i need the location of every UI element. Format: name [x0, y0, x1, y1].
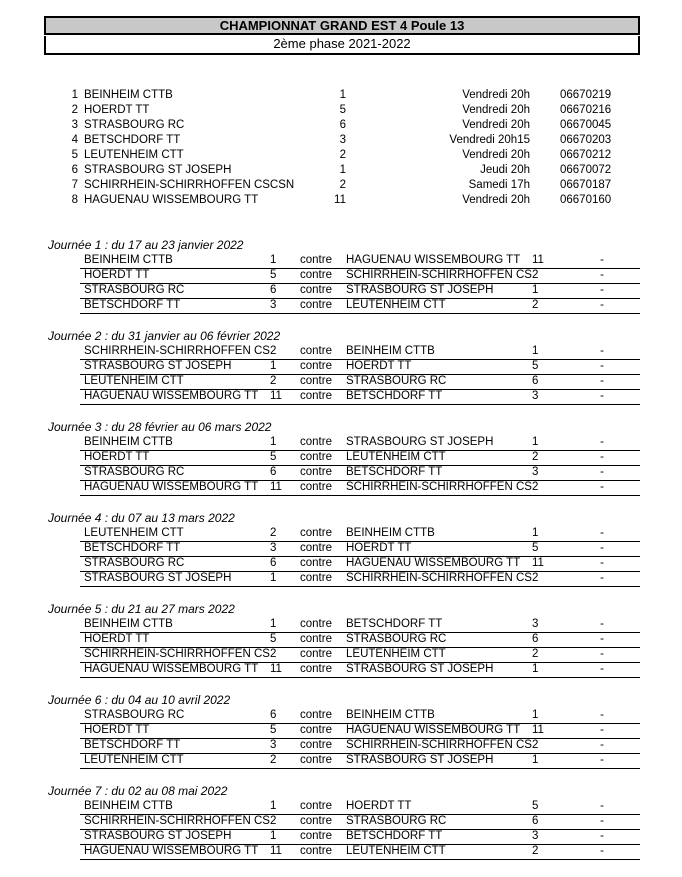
home-team: BETSCHDORF TT — [84, 739, 181, 751]
home-team: STRASBOURG ST JOSEPH — [84, 572, 232, 584]
match-result: - — [600, 527, 604, 539]
away-code: 6 — [532, 375, 539, 387]
match-row — [80, 450, 640, 466]
away-team: SCHIRRHEIN-SCHIRRHOFFEN CS — [346, 481, 532, 493]
versus-label: contre — [300, 557, 332, 569]
versus-label: contre — [300, 299, 332, 311]
home-team: STRASBOURG RC — [84, 284, 185, 296]
team-slot: Vendredi 20h15 — [449, 134, 530, 146]
match-result: - — [600, 451, 604, 463]
away-team: HOERDT TT — [346, 542, 412, 554]
home-code: 3 — [270, 542, 277, 554]
team-slot: Samedi 17h — [468, 179, 530, 191]
team-slot: Vendredi 20h — [462, 149, 530, 161]
home-team: HOERDT TT — [84, 633, 150, 645]
match-row — [80, 389, 640, 405]
away-code: 2 — [532, 451, 539, 463]
away-team: HAGUENAU WISSEMBOURG TT — [346, 254, 521, 266]
match-result: - — [600, 284, 604, 296]
home-code: 6 — [270, 284, 277, 296]
team-number: 5 — [71, 149, 78, 161]
versus-label: contre — [300, 633, 332, 645]
match-result: - — [600, 845, 604, 857]
home-code: 5 — [270, 724, 277, 736]
home-team: SCHIRRHEIN-SCHIRRHOFFEN CS — [84, 815, 270, 827]
page-subtitle: 2ème phase 2021-2022 — [44, 36, 640, 55]
team-name: HOERDT TT — [84, 104, 150, 116]
home-code: 11 — [270, 390, 282, 402]
match-row — [80, 814, 640, 830]
match-row — [80, 844, 640, 860]
match-result: - — [600, 466, 604, 478]
team-number: 7 — [71, 179, 78, 191]
team-slot: Vendredi 20h — [462, 89, 530, 101]
match-row — [80, 465, 640, 481]
match-row — [80, 344, 640, 360]
home-team: HAGUENAU WISSEMBOURG TT — [84, 390, 259, 402]
team-name: HAGUENAU WISSEMBOURG TT — [84, 194, 259, 206]
away-team: BETSCHDORF TT — [346, 618, 443, 630]
match-result: - — [600, 299, 604, 311]
team-slot: Jeudi 20h — [480, 164, 530, 176]
away-team: HAGUENAU WISSEMBOURG TT — [346, 724, 521, 736]
home-team: BEINHEIM CTTB — [84, 254, 173, 266]
team-code: 1 — [339, 89, 346, 101]
team-phone: 06670219 — [560, 89, 612, 101]
home-team: LEUTENHEIM CTT — [84, 527, 184, 539]
away-team: BEINHEIM CTTB — [346, 709, 435, 721]
match-row — [80, 723, 640, 739]
match-result: - — [600, 572, 604, 584]
home-code: 1 — [270, 572, 277, 584]
match-row — [80, 253, 640, 269]
home-code: 2 — [270, 527, 277, 539]
versus-label: contre — [300, 754, 332, 766]
home-code: 1 — [270, 360, 277, 372]
away-code: 2 — [532, 648, 539, 660]
home-code: 5 — [270, 451, 277, 463]
team-name: BETSCHDORF TT — [84, 134, 181, 146]
versus-label: contre — [300, 451, 332, 463]
team-slot: Vendredi 20h — [462, 194, 530, 206]
away-team: HOERDT TT — [346, 800, 412, 812]
match-row — [80, 268, 640, 284]
home-code: 11 — [270, 845, 282, 857]
match-result: - — [600, 618, 604, 630]
away-code: 2 — [532, 739, 539, 751]
match-row — [80, 753, 640, 769]
match-result: - — [600, 800, 604, 812]
round-title: Journée 4 : du 07 au 13 mars 2022 — [48, 511, 235, 525]
away-team: STRASBOURG ST JOSEPH — [346, 754, 494, 766]
away-team: HOERDT TT — [346, 360, 412, 372]
match-row — [80, 298, 640, 314]
team-number: 1 — [71, 89, 78, 101]
away-team: STRASBOURG ST JOSEPH — [346, 436, 494, 448]
versus-label: contre — [300, 830, 332, 842]
versus-label: contre — [300, 542, 332, 554]
home-team: HAGUENAU WISSEMBOURG TT — [84, 845, 259, 857]
team-name: STRASBOURG RC — [84, 119, 185, 131]
away-code: 3 — [532, 466, 539, 478]
team-phone: 06670160 — [560, 194, 612, 206]
home-code: 1 — [270, 618, 277, 630]
match-result: - — [600, 709, 604, 721]
match-row — [80, 556, 640, 572]
match-result: - — [600, 648, 604, 660]
away-code: 3 — [532, 618, 539, 630]
match-row — [80, 632, 640, 648]
away-team: STRASBOURG ST JOSEPH — [346, 284, 494, 296]
team-phone: 06670212 — [560, 149, 612, 161]
home-team: BETSCHDORF TT — [84, 542, 181, 554]
home-code: 1 — [270, 254, 277, 266]
match-row — [80, 647, 640, 663]
away-code: 5 — [532, 542, 539, 554]
match-result: - — [600, 542, 604, 554]
round-title: Journée 1 : du 17 au 23 janvier 2022 — [48, 238, 244, 252]
match-result: - — [600, 557, 604, 569]
home-team: HOERDT TT — [84, 724, 150, 736]
home-code: 2 — [270, 375, 277, 387]
away-code: 1 — [532, 284, 539, 296]
versus-label: contre — [300, 800, 332, 812]
away-code: 1 — [532, 754, 539, 766]
team-name: SCHIRRHEIN-SCHIRRHOFFEN CSCSN — [84, 179, 295, 191]
team-name: LEUTENHEIM CTT — [84, 149, 184, 161]
match-result: - — [600, 481, 604, 493]
away-code: 1 — [532, 527, 539, 539]
away-team: HAGUENAU WISSEMBOURG TT — [346, 557, 521, 569]
versus-label: contre — [300, 663, 332, 675]
team-slot: Vendredi 20h — [462, 104, 530, 116]
away-code: 1 — [532, 345, 539, 357]
away-team: SCHIRRHEIN-SCHIRRHOFFEN CS — [346, 269, 532, 281]
versus-label: contre — [300, 481, 332, 493]
home-code: 3 — [270, 299, 277, 311]
round-title: Journée 6 : du 04 au 10 avril 2022 — [48, 693, 231, 707]
away-team: LEUTENHEIM CTT — [346, 451, 446, 463]
away-code: 3 — [532, 830, 539, 842]
away-code: 11 — [532, 557, 544, 569]
away-team: BEINHEIM CTTB — [346, 345, 435, 357]
away-team: BETSCHDORF TT — [346, 390, 443, 402]
versus-label: contre — [300, 709, 332, 721]
home-team: SCHIRRHEIN-SCHIRRHOFFEN CS — [84, 345, 270, 357]
away-code: 2 — [532, 299, 539, 311]
home-team: LEUTENHEIM CTT — [84, 375, 184, 387]
match-result: - — [600, 345, 604, 357]
home-team: BEINHEIM CTTB — [84, 436, 173, 448]
home-code: 2 — [270, 648, 277, 660]
versus-label: contre — [300, 466, 332, 478]
match-result: - — [600, 815, 604, 827]
versus-label: contre — [300, 648, 332, 660]
versus-label: contre — [300, 739, 332, 751]
home-code: 3 — [270, 739, 277, 751]
team-name: BEINHEIM CTTB — [84, 89, 173, 101]
versus-label: contre — [300, 390, 332, 402]
round-title: Journée 2 : du 31 janvier au 06 février 2022 — [48, 329, 281, 343]
match-row — [80, 541, 640, 557]
team-code: 3 — [339, 134, 346, 146]
home-team: STRASBOURG RC — [84, 557, 185, 569]
team-code: 5 — [339, 104, 346, 116]
match-result: - — [600, 633, 604, 645]
match-row — [80, 662, 640, 678]
team-number: 6 — [71, 164, 78, 176]
versus-label: contre — [300, 375, 332, 387]
away-team: STRASBOURG RC — [346, 375, 447, 387]
versus-label: contre — [300, 360, 332, 372]
match-result: - — [600, 830, 604, 842]
team-phone: 06670045 — [560, 119, 612, 131]
away-code: 6 — [532, 633, 539, 645]
away-code: 2 — [532, 269, 539, 281]
away-code: 5 — [532, 800, 539, 812]
versus-label: contre — [300, 527, 332, 539]
match-row — [80, 829, 640, 845]
versus-label: contre — [300, 436, 332, 448]
match-row — [80, 435, 640, 451]
home-team: BETSCHDORF TT — [84, 299, 181, 311]
away-team: LEUTENHEIM CTT — [346, 299, 446, 311]
round-title: Journée 7 : du 02 au 08 mai 2022 — [48, 784, 228, 798]
away-code: 2 — [532, 481, 539, 493]
versus-label: contre — [300, 284, 332, 296]
away-team: LEUTENHEIM CTT — [346, 648, 446, 660]
home-team: STRASBOURG ST JOSEPH — [84, 830, 232, 842]
home-code: 11 — [270, 663, 282, 675]
match-result: - — [600, 739, 604, 751]
team-phone: 06670203 — [560, 134, 612, 146]
match-result: - — [600, 754, 604, 766]
team-number: 4 — [71, 134, 78, 146]
home-team: STRASBOURG ST JOSEPH — [84, 360, 232, 372]
match-result: - — [600, 254, 604, 266]
home-team: STRASBOURG RC — [84, 709, 185, 721]
home-team: LEUTENHEIM CTT — [84, 754, 184, 766]
team-phone: 06670216 — [560, 104, 612, 116]
team-code: 11 — [334, 194, 346, 206]
away-code: 2 — [532, 845, 539, 857]
versus-label: contre — [300, 845, 332, 857]
away-team: SCHIRRHEIN-SCHIRRHOFFEN CS — [346, 572, 532, 584]
away-code: 11 — [532, 254, 544, 266]
home-team: HAGUENAU WISSEMBOURG TT — [84, 663, 259, 675]
home-team: HAGUENAU WISSEMBOURG TT — [84, 481, 259, 493]
home-code: 1 — [270, 800, 277, 812]
team-code: 2 — [339, 179, 346, 191]
home-team: HOERDT TT — [84, 451, 150, 463]
away-code: 3 — [532, 390, 539, 402]
match-result: - — [600, 360, 604, 372]
round-title: Journée 5 : du 21 au 27 mars 2022 — [48, 602, 235, 616]
team-code: 2 — [339, 149, 346, 161]
page-title: CHAMPIONNAT GRAND EST 4 Poule 13 — [44, 16, 640, 35]
team-code: 1 — [339, 164, 346, 176]
versus-label: contre — [300, 815, 332, 827]
match-result: - — [600, 269, 604, 281]
match-row — [80, 374, 640, 390]
match-result: - — [600, 390, 604, 402]
team-phone: 06670072 — [560, 164, 612, 176]
match-result: - — [600, 436, 604, 448]
home-team: HOERDT TT — [84, 269, 150, 281]
versus-label: contre — [300, 724, 332, 736]
away-code: 5 — [532, 360, 539, 372]
away-team: BETSCHDORF TT — [346, 830, 443, 842]
away-code: 6 — [532, 815, 539, 827]
away-team: STRASBOURG ST JOSEPH — [346, 663, 494, 675]
versus-label: contre — [300, 254, 332, 266]
home-team: BEINHEIM CTTB — [84, 800, 173, 812]
away-team: BEINHEIM CTTB — [346, 527, 435, 539]
match-result: - — [600, 375, 604, 387]
home-team: STRASBOURG RC — [84, 466, 185, 478]
away-team: BETSCHDORF TT — [346, 466, 443, 478]
versus-label: contre — [300, 269, 332, 281]
home-code: 1 — [270, 830, 277, 842]
away-team: STRASBOURG RC — [346, 815, 447, 827]
team-slot: Vendredi 20h — [462, 119, 530, 131]
match-row — [80, 799, 640, 815]
home-code: 11 — [270, 481, 282, 493]
team-phone: 06670187 — [560, 179, 612, 191]
away-team: LEUTENHEIM CTT — [346, 845, 446, 857]
home-code: 2 — [270, 815, 277, 827]
match-row — [80, 708, 640, 724]
home-code: 2 — [270, 754, 277, 766]
match-row — [80, 283, 640, 299]
away-code: 2 — [532, 572, 539, 584]
away-team: STRASBOURG RC — [346, 633, 447, 645]
versus-label: contre — [300, 345, 332, 357]
round-title: Journée 3 : du 28 février au 06 mars 2022 — [48, 420, 272, 434]
match-row — [80, 359, 640, 375]
match-row — [80, 526, 640, 542]
team-name: STRASBOURG ST JOSEPH — [84, 164, 232, 176]
team-code: 6 — [339, 119, 346, 131]
team-number: 3 — [71, 119, 78, 131]
versus-label: contre — [300, 618, 332, 630]
home-code: 5 — [270, 633, 277, 645]
home-team: BEINHEIM CTTB — [84, 618, 173, 630]
match-result: - — [600, 663, 604, 675]
away-code: 11 — [532, 724, 544, 736]
home-code: 6 — [270, 466, 277, 478]
home-code: 6 — [270, 709, 277, 721]
home-code: 5 — [270, 269, 277, 281]
match-row — [80, 571, 640, 587]
away-code: 1 — [532, 709, 539, 721]
versus-label: contre — [300, 572, 332, 584]
away-team: SCHIRRHEIN-SCHIRRHOFFEN CS — [346, 739, 532, 751]
home-code: 6 — [270, 557, 277, 569]
home-team: SCHIRRHEIN-SCHIRRHOFFEN CS — [84, 648, 270, 660]
team-number: 2 — [71, 104, 78, 116]
away-code: 1 — [532, 436, 539, 448]
match-row — [80, 480, 640, 496]
home-code: 2 — [270, 345, 277, 357]
team-number: 8 — [71, 194, 78, 206]
home-code: 1 — [270, 436, 277, 448]
match-row — [80, 738, 640, 754]
match-row — [80, 617, 640, 633]
away-code: 1 — [532, 663, 539, 675]
match-result: - — [600, 724, 604, 736]
